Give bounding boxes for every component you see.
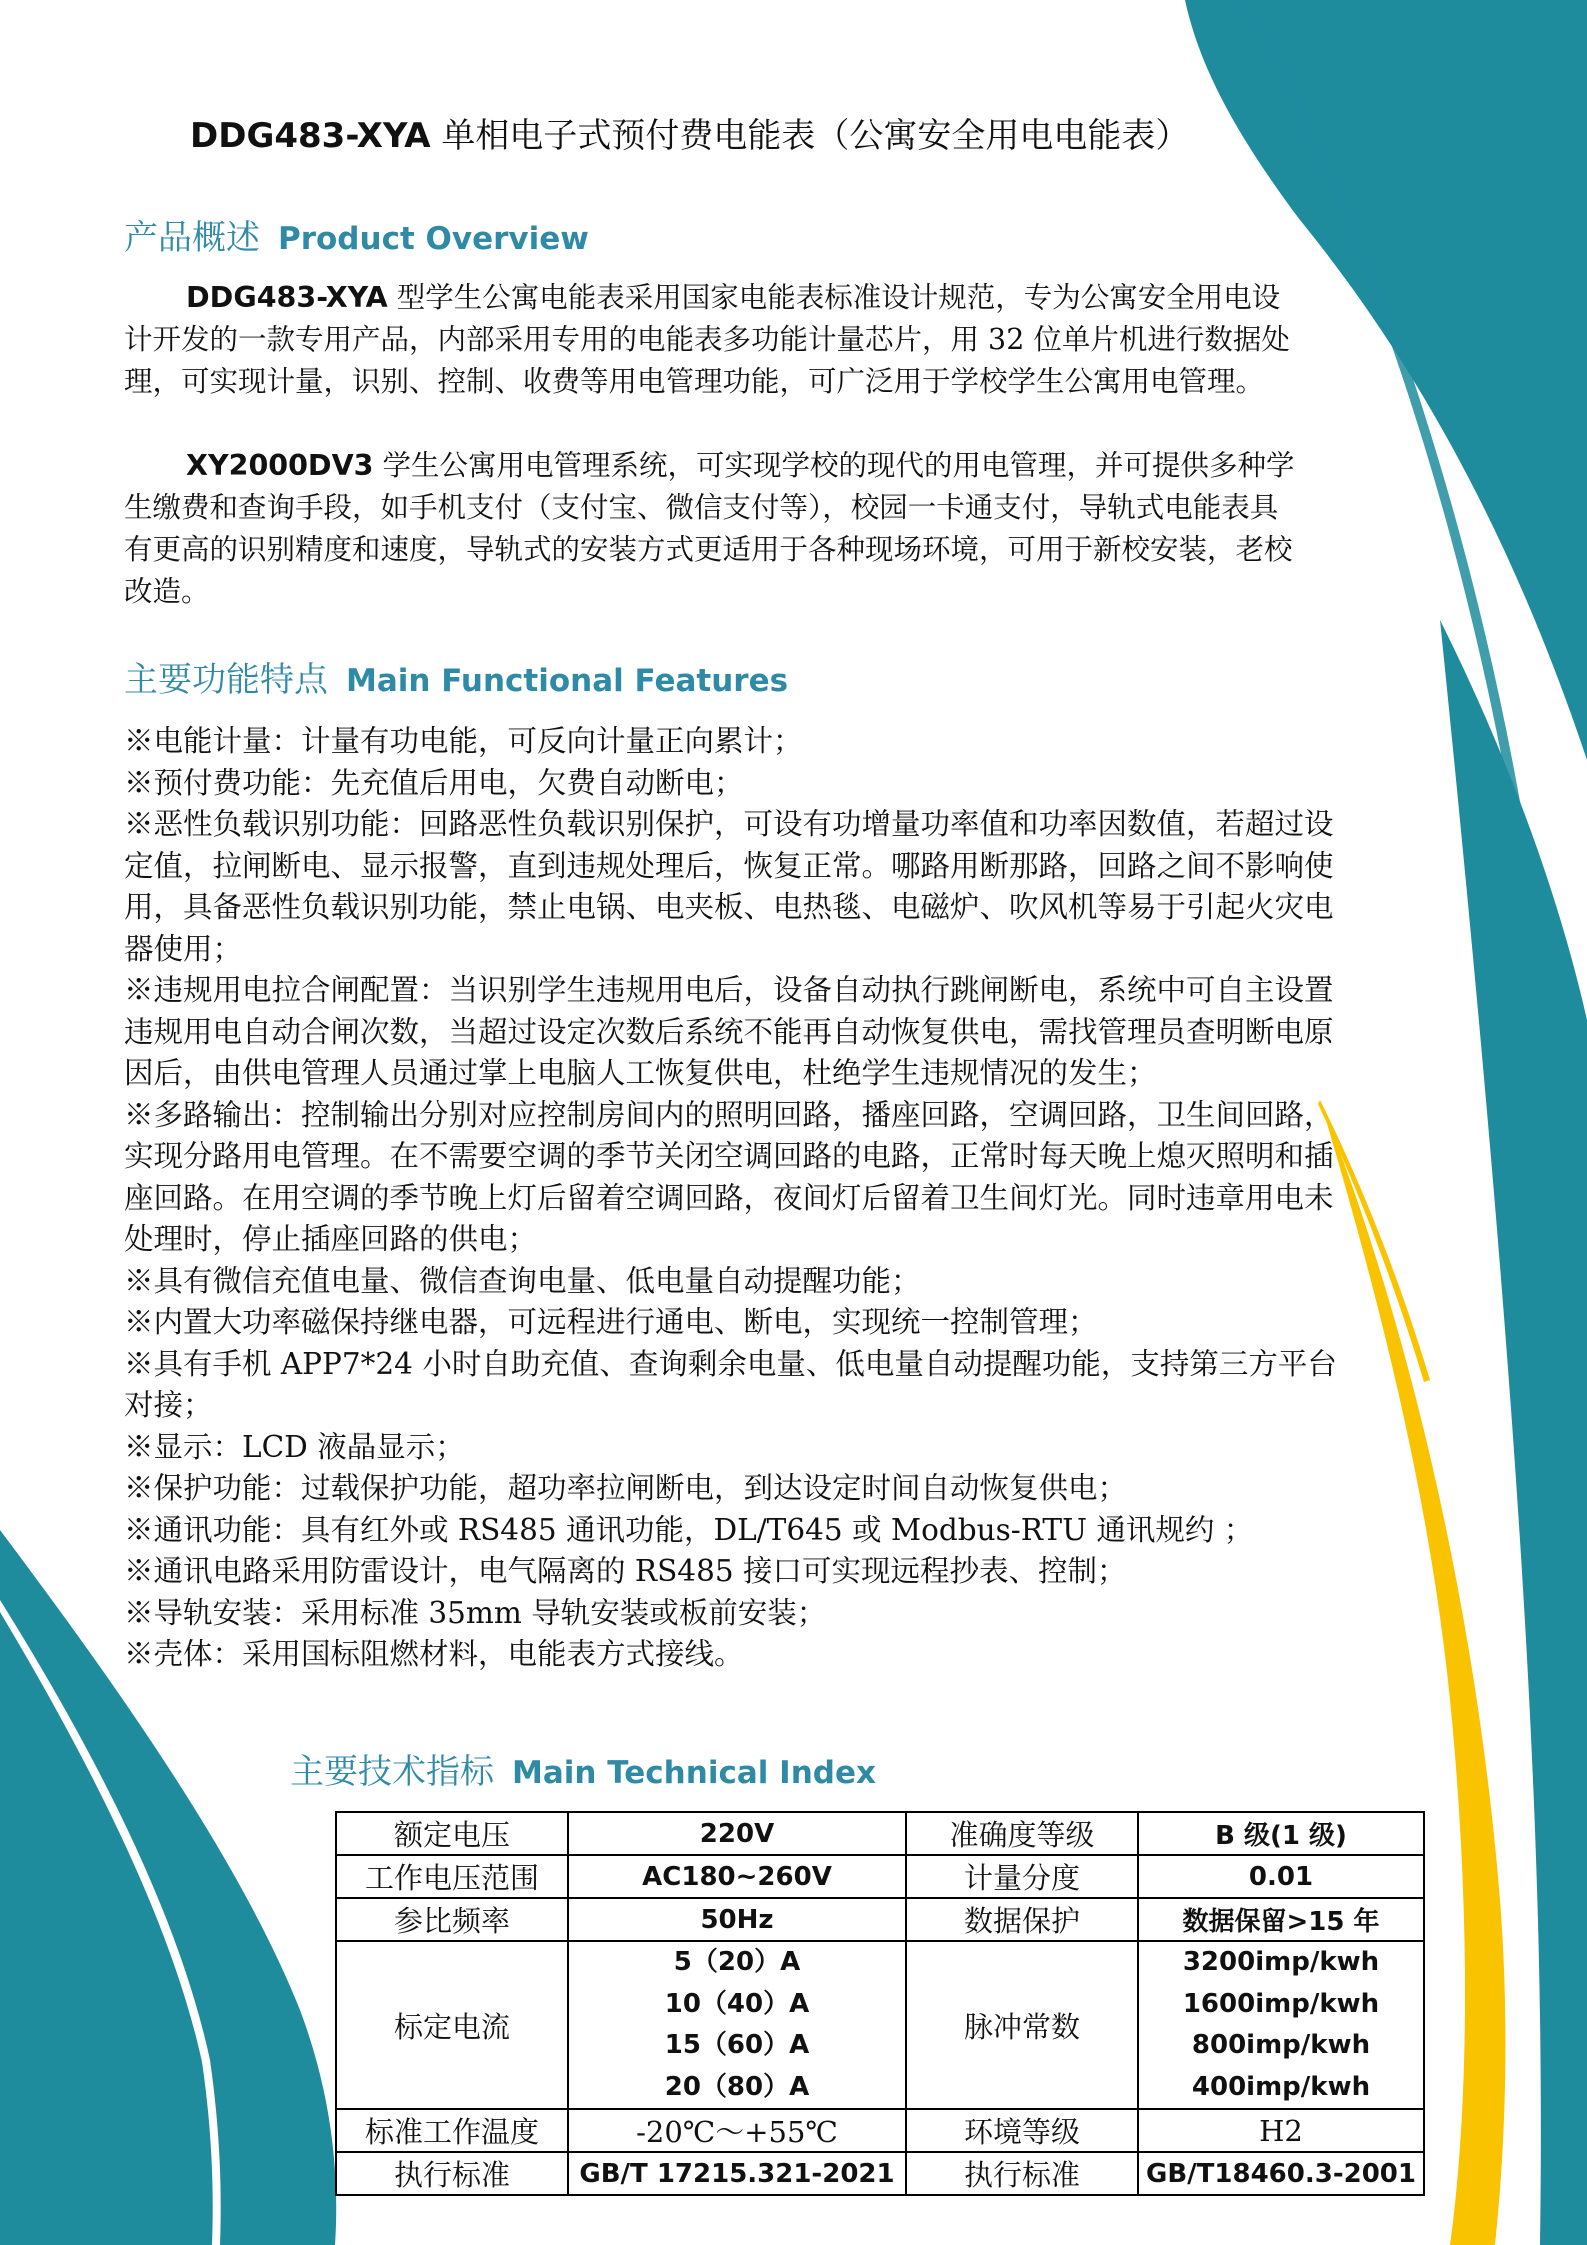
tech-heading-en: Main Technical Index [512,1755,876,1791]
document-title [190,112,1189,160]
overview-heading-cn: 产品概述 [124,218,260,258]
current-values [568,1941,906,2109]
temp-label: 标准工作温度 [336,2109,568,2152]
env-label: 环境等级 [906,2109,1138,2152]
current-value: 5（20）A [673,1947,801,1977]
feature-item: ※预付费功能：先充值后用电，欠费自动断电； [124,765,744,800]
current-value: 20（80）A [664,2071,810,2102]
features-heading-cn: 主要功能特点 [124,660,328,700]
title-model: DDG483-XYA [190,116,431,156]
feature-item: ※具有手机 APP7*24 小时自助充值、查询剩余电量、低电量自动提醒功能，支持第三方平台对接； [124,1346,1337,1422]
p1-lead: DDG483-XYA [186,281,388,314]
overview-heading-en: Product Overview [278,221,589,257]
features-heading-en: Main Functional Features [346,663,789,699]
pulse-value: 800imp/kwh [1191,2030,1371,2060]
data-protect-value: 数据保留>15 年 [1138,1898,1424,1941]
tech-heading [290,1748,876,1797]
feature-item: ※多路输出：控制输出分别对应控制房间内的照明回路，播座回路，空调回路，卫生间回路，实现分路用电管理。在不需要空调的季节关闭空调回路的电路，正常时每天晚上熄灭照明和插座回路。在用空调的季节晚上灯后留着空调回路，夜间灯后留着卫生间灯光。同时违章用电未处理时，停止插座回路的供电； [124,1097,1334,1256]
table-row [336,1855,1424,1898]
pulse-value: 3200imp/kwh [1182,1947,1380,1977]
pulse-label: 脉冲常数 [906,1941,1138,2109]
rated-voltage-label: 额定电压 [336,1812,568,1855]
table-row [336,2109,1424,2152]
pulse-value: 400imp/kwh [1191,2071,1371,2102]
p2-lead: XY2000DV3 [186,449,374,482]
pulse-value: 1600imp/kwh [1182,1988,1380,2019]
standard-2-value: GB/T18460.3-2001 [1138,2152,1424,2195]
frequency-label: 参比频率 [336,1898,568,1941]
frequency-value: 50Hz [568,1898,906,1941]
p2-text: 学生公寓用电管理系统，可实现学校的现代的用电管理，并可提供多种学生缴费和查询手段，如手机支付（支付宝、微信支付等），校园一卡通支付，导轨式电能表具有更高的识别精度和速度，导轨式的安装方式更适用于各种现场环境，可用于新校安装，老校改造。 [124,449,1295,608]
feature-item: ※电能计量：计量有功电能，可反向计量正向累计； [124,724,803,758]
env-value: H2 [1138,2109,1424,2152]
current-value: 15（60）A [664,2030,810,2060]
table-row [336,1941,1424,2109]
features-heading [124,656,788,705]
title-name: 单相电子式预付费电能表（公寓安全用电电能表） [430,116,1190,156]
standard-1-value: GB/T 17215.321-2021 [568,2152,906,2195]
feature-item: ※显示：LCD 液晶显示； [124,1429,465,1464]
resolution-value: 0.01 [1138,1855,1424,1898]
overview-heading [124,214,589,263]
feature-item: ※通讯功能：具有红外或 RS485 通讯功能，DL/T645 或 Modbus-RTU 通讯规约 ； [124,1512,1254,1547]
temp-value: -20℃～+55℃ [568,2109,906,2152]
feature-item: ※通讯电路采用防雷设计，电气隔离的 RS485 接口可实现远程抄表、控制； [124,1554,1127,1588]
features-list [124,721,1339,1676]
voltage-range-label: 工作电压范围 [336,1855,568,1898]
standard-1-label: 执行标准 [336,2152,568,2195]
overview-paragraph-1 [124,277,1304,403]
voltage-range-value: AC180~260V [568,1855,906,1898]
table-row [336,2152,1424,2195]
feature-item: ※恶性负载识别功能：回路恶性负载识别保护，可设有功增量功率值和功率因数值，若超过设定值，拉闸断电、显示报警，直到违规处理后，恢复正常。哪路用断那路，回路之间不影响使用，具备恶性负载识别功能，禁止电锅、电夹板、电热毯、电磁炉、吹风机等易于引起火灾电器使用； [124,807,1334,966]
table-row [336,1898,1424,1941]
feature-item: ※保护功能：过载保护功能，超功率拉闸断电，到达设定时间自动恢复供电； [124,1471,1128,1505]
resolution-label: 计量分度 [906,1855,1138,1898]
feature-item: ※导轨安装：采用标准 35mm 导轨安装或板前安装； [124,1595,827,1630]
tech-heading-cn: 主要技术指标 [290,1752,494,1792]
accuracy-label: 准确度等级 [906,1812,1138,1855]
feature-item: ※内置大功率磁保持继电器，可远程进行通电、断电，实现统一控制管理； [124,1305,1098,1339]
p1-text: 型学生公寓电能表采用国家电能表标准设计规范，专为公寓安全用电设计开发的一款专用产品，内部采用专用的电能表多功能计量芯片，用 32 位单片机进行数据处理，可实现计量，识别、控制、收费等用电管理功能，可广泛用于学校学生公寓用电管理。 [124,281,1290,398]
feature-item: ※违规用电拉合闸配置：当识别学生违规用电后，设备自动执行跳闸断电，系统中可自主设置违规用电自动合闸次数，当超过设定次数后系统不能再自动恢复供电，需找管理员查明断电原因后，由供电管理人员通过掌上电脑人工恢复供电，杜绝学生违规情况的发生； [124,973,1334,1090]
accuracy-value: B 级(1 级) [1138,1812,1424,1855]
standard-2-label: 执行标准 [906,2152,1138,2195]
feature-item: ※具有微信充值电量、微信查询电量、低电量自动提醒功能； [124,1263,921,1298]
pulse-values [1138,1941,1424,2109]
table-row [336,1812,1424,1855]
data-protect-label: 数据保护 [906,1898,1138,1941]
feature-item: ※壳体：采用国标阻燃材料，电能表方式接线。 [124,1637,744,1671]
rated-voltage-value: 220V [568,1812,906,1855]
tech-spec-table [335,1811,1425,2196]
current-value: 10（40）A [664,1988,810,2019]
overview-paragraph-2 [124,445,1304,613]
current-label: 标定电流 [336,1941,568,2109]
